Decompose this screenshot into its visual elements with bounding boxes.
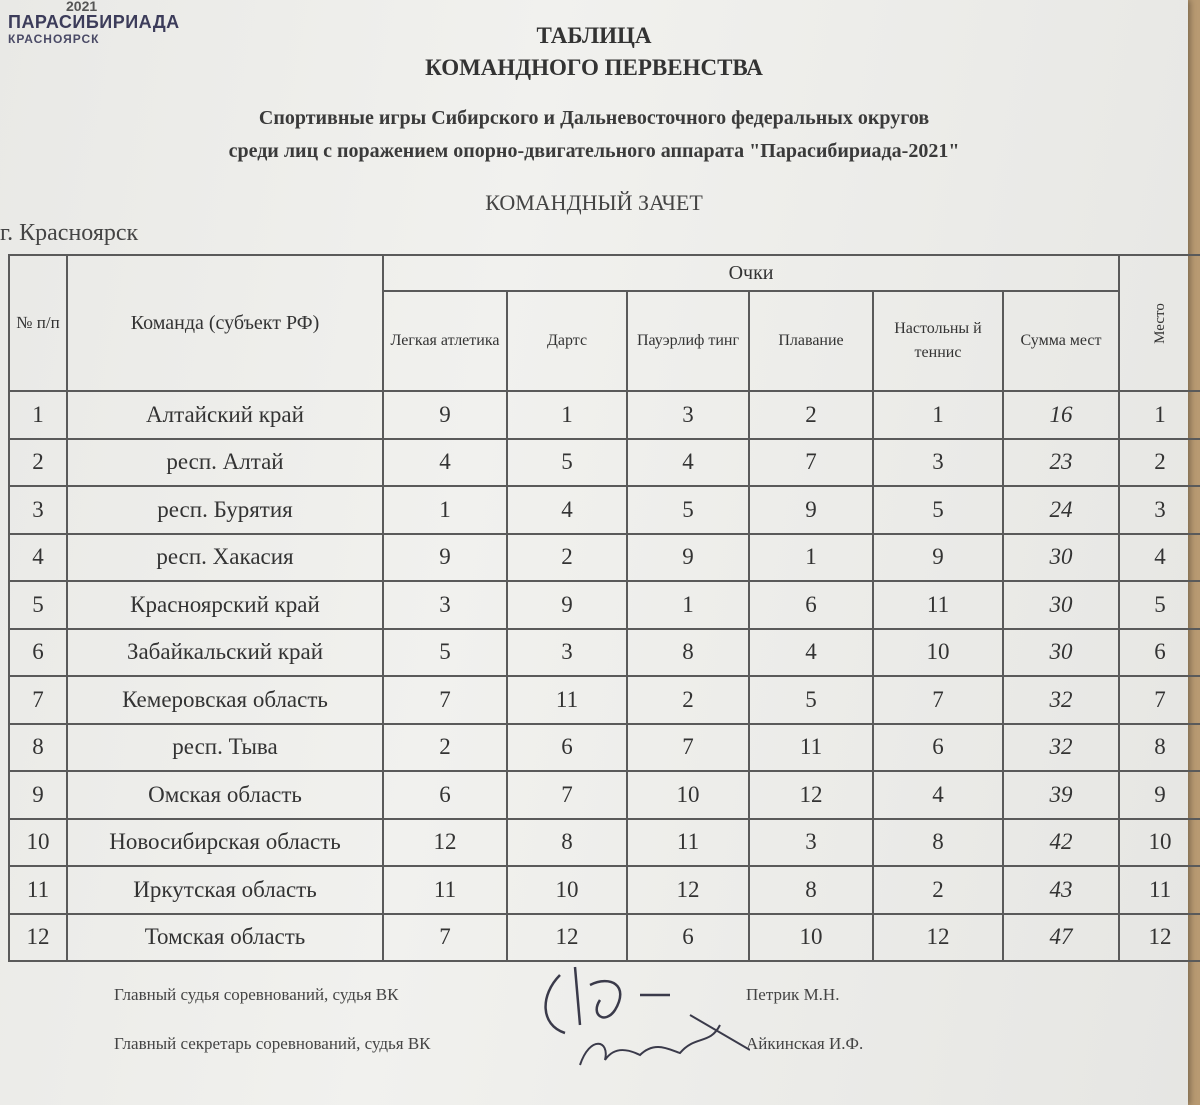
- row-num: 10: [9, 819, 67, 867]
- athletics-score: 1: [383, 486, 507, 534]
- team-name: Красноярский край: [67, 581, 383, 629]
- table-row: [9, 581, 1200, 629]
- city-label: г. Красноярск: [0, 220, 139, 246]
- table-row: [9, 866, 1200, 914]
- powerlifting-score: 1: [627, 581, 749, 629]
- darts-score: 7: [507, 771, 627, 819]
- darts-score: 2: [507, 534, 627, 582]
- swimming-score: 5: [749, 676, 873, 724]
- swimming-score: 4: [749, 629, 873, 677]
- title-line-1: ТАБЛИЦА: [536, 23, 652, 48]
- swimming-score: 10: [749, 914, 873, 962]
- row-num: 4: [9, 534, 67, 582]
- sum-places: 24: [1003, 486, 1119, 534]
- header-place-label: Место: [1151, 302, 1168, 344]
- row-num: 1: [9, 391, 67, 439]
- team-name: Кемеровская область: [67, 676, 383, 724]
- powerlifting-score: 4: [627, 439, 749, 487]
- swimming-score: 6: [749, 581, 873, 629]
- darts-score: 1: [507, 391, 627, 439]
- title-line-2: КОМАНДНОГО ПЕРВЕНСТВА: [425, 55, 763, 80]
- row-num: 9: [9, 771, 67, 819]
- logo-name: ПАРАСИБИРИАДА: [8, 12, 180, 32]
- team-name: Иркутская область: [67, 866, 383, 914]
- darts-score: 12: [507, 914, 627, 962]
- header-powerlifting: Пауэрлиф тинг: [627, 291, 749, 391]
- final-place: 9: [1119, 771, 1200, 819]
- swimming-score: 12: [749, 771, 873, 819]
- tabletennis-score: 7: [873, 676, 1003, 724]
- final-place: 10: [1119, 819, 1200, 867]
- team-name: Томская область: [67, 914, 383, 962]
- darts-score: 4: [507, 486, 627, 534]
- logo-city: КРАСНОЯРСК: [8, 32, 100, 46]
- tabletennis-score: 5: [873, 486, 1003, 534]
- sum-places: 47: [1003, 914, 1119, 962]
- powerlifting-score: 3: [627, 391, 749, 439]
- tabletennis-score: 4: [873, 771, 1003, 819]
- powerlifting-score: 7: [627, 724, 749, 772]
- powerlifting-score: 12: [627, 866, 749, 914]
- darts-score: 3: [507, 629, 627, 677]
- logo-year: 2021: [66, 0, 98, 14]
- final-place: 6: [1119, 629, 1200, 677]
- powerlifting-score: 10: [627, 771, 749, 819]
- powerlifting-score: 11: [627, 819, 749, 867]
- athletics-score: 7: [383, 914, 507, 962]
- secretary-name: Айкинская И.Ф.: [746, 1034, 864, 1053]
- sum-places: 32: [1003, 676, 1119, 724]
- powerlifting-score: 6: [627, 914, 749, 962]
- table-row: [9, 676, 1200, 724]
- tabletennis-score: 1: [873, 391, 1003, 439]
- final-place: 1: [1119, 391, 1200, 439]
- darts-score: 10: [507, 866, 627, 914]
- swimming-score: 1: [749, 534, 873, 582]
- athletics-score: 12: [383, 819, 507, 867]
- header-tabletennis: Настольны й теннис: [873, 291, 1003, 391]
- sum-places: 32: [1003, 724, 1119, 772]
- row-num: 3: [9, 486, 67, 534]
- tabletennis-score: 9: [873, 534, 1003, 582]
- final-place: 11: [1119, 866, 1200, 914]
- sum-places: 30: [1003, 629, 1119, 677]
- header-place: [1119, 255, 1200, 391]
- darts-score: 11: [507, 676, 627, 724]
- final-place: 5: [1119, 581, 1200, 629]
- sum-places: 23: [1003, 439, 1119, 487]
- athletics-score: 3: [383, 581, 507, 629]
- header-num: № п/п: [9, 255, 67, 391]
- sum-places: 30: [1003, 581, 1119, 629]
- final-place: 12: [1119, 914, 1200, 962]
- team-name: респ. Алтай: [67, 439, 383, 487]
- row-num: 7: [9, 676, 67, 724]
- table-row: [9, 914, 1200, 962]
- row-num: 6: [9, 629, 67, 677]
- row-num: 2: [9, 439, 67, 487]
- swimming-score: 2: [749, 391, 873, 439]
- athletics-score: 11: [383, 866, 507, 914]
- team-name: респ. Бурятия: [67, 486, 383, 534]
- secretary-role: Главный секретарь соревнований, судья ВК: [114, 1034, 431, 1053]
- tabletennis-score: 8: [873, 819, 1003, 867]
- table-row: [9, 771, 1200, 819]
- header-team: Команда (субъект РФ): [67, 255, 383, 391]
- table-row: [9, 534, 1200, 582]
- document-title: [0, 20, 1188, 84]
- tabletennis-score: 2: [873, 866, 1003, 914]
- athletics-score: 2: [383, 724, 507, 772]
- section-title: КОМАНДНЫЙ ЗАЧЕТ: [485, 190, 703, 215]
- event-subtitle: [0, 102, 1188, 168]
- table-row: [9, 486, 1200, 534]
- darts-score: 8: [507, 819, 627, 867]
- sum-places: 30: [1003, 534, 1119, 582]
- darts-score: 9: [507, 581, 627, 629]
- standings-table: [8, 254, 1200, 962]
- sum-places: 43: [1003, 866, 1119, 914]
- judge-name: Петрик М.Н.: [746, 985, 840, 1004]
- header-swimming: Плавание: [749, 291, 873, 391]
- final-place: 3: [1119, 486, 1200, 534]
- header-athletics: Легкая атлетика: [383, 291, 507, 391]
- sum-places: 42: [1003, 819, 1119, 867]
- subtitle-line-1: Спортивные игры Сибирского и Дальневосточного федеральных округов: [258, 107, 930, 129]
- final-place: 2: [1119, 439, 1200, 487]
- team-name: Алтайский край: [67, 391, 383, 439]
- judge-role: Главный судья соревнований, судья ВК: [114, 985, 399, 1004]
- table-row: [9, 819, 1200, 867]
- darts-score: 6: [507, 724, 627, 772]
- row-num: 5: [9, 581, 67, 629]
- team-name: респ. Тыва: [67, 724, 383, 772]
- table-row: [9, 629, 1200, 677]
- row-num: 8: [9, 724, 67, 772]
- darts-score: 5: [507, 439, 627, 487]
- sum-places: 39: [1003, 771, 1119, 819]
- team-name: Забайкальский край: [67, 629, 383, 677]
- final-place: 8: [1119, 724, 1200, 772]
- athletics-score: 7: [383, 676, 507, 724]
- powerlifting-score: 2: [627, 676, 749, 724]
- athletics-score: 9: [383, 391, 507, 439]
- powerlifting-score: 9: [627, 534, 749, 582]
- subtitle-line-2: среди лиц с поражением опорно-двигательного аппарата "Парасибириада-2021": [228, 140, 960, 162]
- sum-places: 16: [1003, 391, 1119, 439]
- team-name: Новосибирская область: [67, 819, 383, 867]
- handwritten-signature: [520, 955, 750, 1085]
- athletics-score: 4: [383, 439, 507, 487]
- tabletennis-score: 12: [873, 914, 1003, 962]
- tabletennis-score: 6: [873, 724, 1003, 772]
- swimming-score: 11: [749, 724, 873, 772]
- swimming-score: 7: [749, 439, 873, 487]
- tabletennis-score: 3: [873, 439, 1003, 487]
- table-row: [9, 391, 1200, 439]
- table-row: [9, 724, 1200, 772]
- powerlifting-score: 5: [627, 486, 749, 534]
- swimming-score: 3: [749, 819, 873, 867]
- team-name: Омская область: [67, 771, 383, 819]
- powerlifting-score: 8: [627, 629, 749, 677]
- table-row: [9, 439, 1200, 487]
- athletics-score: 6: [383, 771, 507, 819]
- swimming-score: 8: [749, 866, 873, 914]
- row-num: 11: [9, 866, 67, 914]
- header-points: Очки: [383, 255, 1119, 291]
- row-num: 12: [9, 914, 67, 962]
- athletics-score: 9: [383, 534, 507, 582]
- header-darts: Дартс: [507, 291, 627, 391]
- final-place: 4: [1119, 534, 1200, 582]
- final-place: 7: [1119, 676, 1200, 724]
- athletics-score: 5: [383, 629, 507, 677]
- tabletennis-score: 10: [873, 629, 1003, 677]
- team-name: респ. Хакасия: [67, 534, 383, 582]
- swimming-score: 9: [749, 486, 873, 534]
- header-sum: Сумма мест: [1003, 291, 1119, 391]
- tabletennis-score: 11: [873, 581, 1003, 629]
